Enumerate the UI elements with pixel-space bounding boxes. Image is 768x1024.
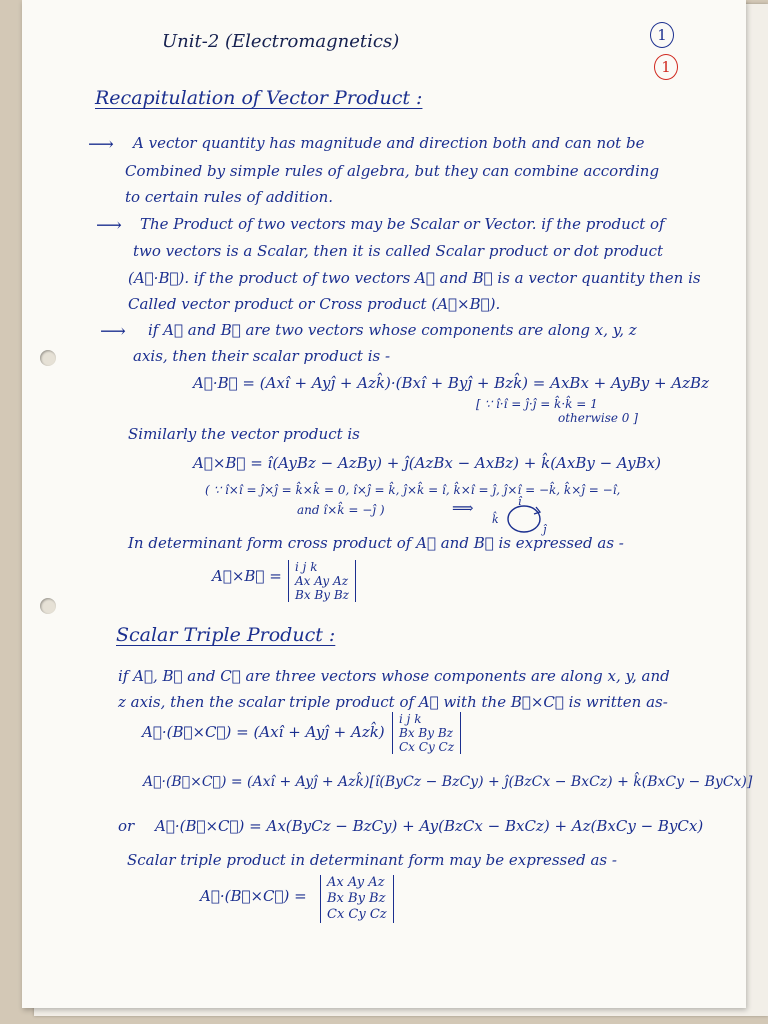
text-line: Scalar triple product in determinant form may be expressed as -	[127, 851, 617, 869]
determinant-row: Bx By Bz	[399, 726, 453, 740]
text-line: z axis, then the scalar triple product of A⃗ with the B⃗×C⃗ is written as-	[118, 693, 668, 711]
dot-product-note: [ ∵ î·î = ĵ·ĵ = k̂·k̂ = 1	[476, 397, 598, 411]
triple-determinant	[320, 875, 394, 923]
arrow-bullet: ⟶	[96, 215, 122, 236]
punch-hole	[40, 350, 56, 366]
text-line: (A⃗·B⃗). if the product of two vectors A⃗ and B⃗ is a vector quantity then is	[128, 269, 701, 287]
cross-product-note: and î×k̂ = −ĵ )	[297, 503, 385, 517]
text-line: A vector quantity has magnitude and direction both and can not be	[133, 134, 645, 152]
punch-hole	[40, 598, 56, 614]
arrow-bullet: ⟶	[88, 134, 114, 155]
text-line: Called vector product or Cross product (A⃗×B⃗).	[128, 295, 501, 313]
cycle-label-i: î	[518, 495, 522, 508]
text-line: if A⃗, B⃗ and C⃗ are three vectors whose components are along x, y, and	[118, 667, 670, 685]
text-line: if A⃗ and B⃗ are two vectors whose components are along x, y, z	[148, 321, 637, 339]
cross-product-equation: A⃗×B⃗ = î(AyBz − AzBy) + ĵ(AzBx − AxBz) + k̂(AxBy − AyBx)	[193, 454, 661, 472]
triple-product-expansion: A⃗·(B⃗×C⃗) = (Axî + Ayĵ + Azk̂)[î(ByCz − BzCy) + ĵ(BzCx − BxCz) + k̂(BxCy − ByCx)]	[143, 774, 753, 790]
determinant-row: Ax Ay Az	[327, 875, 385, 890]
triple-determinant-small	[392, 712, 461, 754]
dot-product-equation: A⃗·B⃗ = (Axî + Ayĵ + Azk̂)·(Bxî + Byĵ + Bzk̂) = AxBx + AyBy + AzBz	[193, 374, 709, 392]
text-line: In determinant form cross product of A⃗ and B⃗ is expressed as -	[128, 534, 624, 552]
determinant-row: Bx By Bz	[327, 891, 386, 906]
triple-product-result: A⃗·(B⃗×C⃗) = Ax(ByCz − BzCy) + Ay(BzCx − BxCz) + Az(BxCy − ByCx)	[155, 817, 704, 835]
determinant-row: Ax Ay Az	[295, 574, 349, 588]
cycle-label-j: ĵ	[543, 523, 547, 536]
text-line: Similarly the vector product is	[128, 425, 360, 443]
determinant-row: i j k	[295, 560, 318, 574]
triple-product-lhs: A⃗·(B⃗×C⃗) = (Axî + Ayĵ + Azk̂)	[142, 723, 385, 741]
page-number-red: 1	[654, 54, 678, 80]
determinant-row: i j k	[399, 712, 422, 726]
cross-determinant	[288, 560, 356, 602]
determinant-row: Cx Cy Cz	[327, 907, 387, 922]
text-line: to certain rules of addition.	[125, 188, 334, 206]
implies-arrow: ⟹	[452, 499, 474, 517]
cycle-label-k: k̂	[492, 513, 499, 526]
arrow-bullet: ⟶	[100, 321, 126, 342]
cross-product-note: ( ∵ î×î = ĵ×ĵ = k̂×k̂ = 0, î×ĵ = k̂, ĵ×k̂ = î, k̂×î = ĵ, ĵ×î = −k̂, k̂×ĵ = −î,	[205, 483, 621, 497]
text-line: The Product of two vectors may be Scalar or Vector. if the product of	[140, 215, 665, 233]
or-label: or	[118, 817, 135, 835]
determinant-row: Bx By Bz	[295, 588, 349, 602]
text-line: axis, then their scalar product is -	[133, 347, 391, 365]
determinant-lhs: A⃗×B⃗ =	[212, 567, 282, 585]
section-heading-vector-product: Recapitulation of Vector Product :	[95, 87, 423, 109]
page-title: Unit-2 (Electromagnetics)	[162, 31, 400, 52]
determinant-row: Cx Cy Cz	[399, 740, 455, 754]
dot-product-note: otherwise 0 ]	[558, 411, 638, 425]
text-line: two vectors is a Scalar, then it is called Scalar product or dot product	[133, 242, 663, 260]
section-heading-scalar-triple: Scalar Triple Product :	[116, 624, 336, 646]
page-number-blue: 1	[650, 22, 674, 48]
determinant-lhs: A⃗·(B⃗×C⃗) =	[200, 887, 307, 905]
text-line: Combined by simple rules of algebra, but they can combine according	[125, 162, 660, 180]
